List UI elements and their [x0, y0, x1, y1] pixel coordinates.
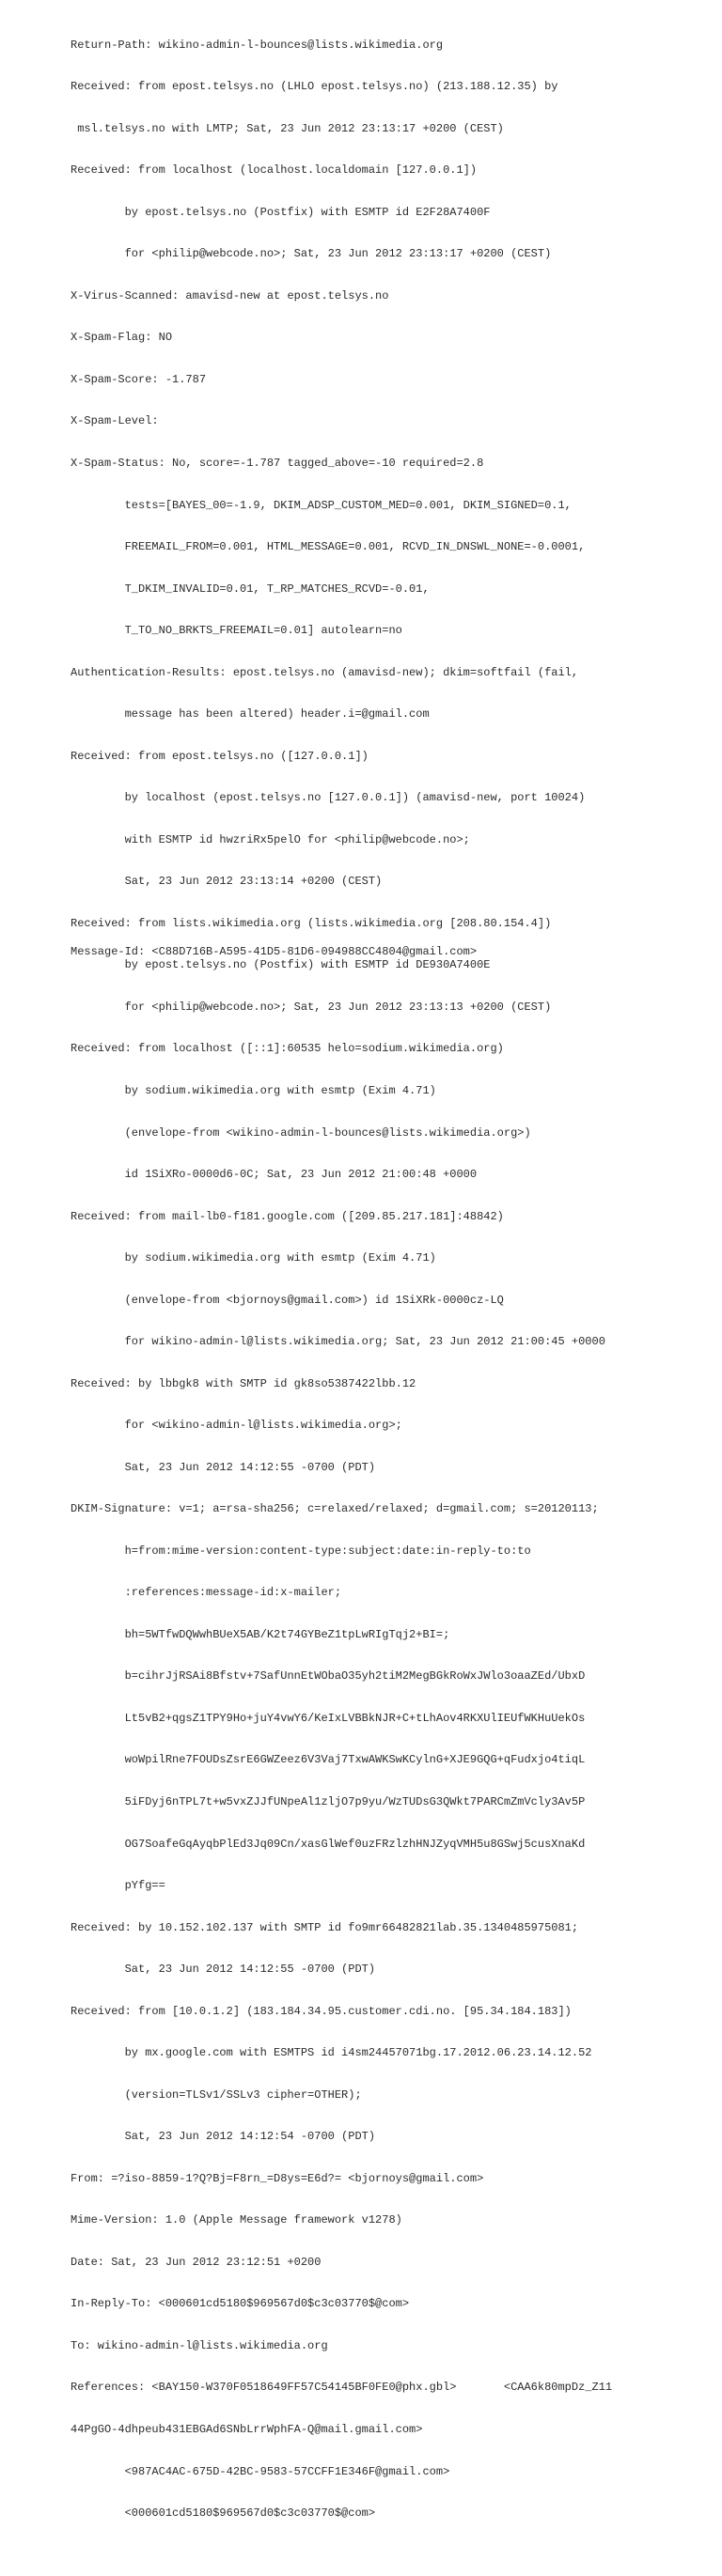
header-line: tests=[BAYES_00=-1.9, DKIM_ADSP_CUSTOM_MED=0.001, DKIM_SIGNED=0.1,	[71, 498, 572, 512]
header-line: for wikino-admin-l@lists.wikimedia.org; Sat, 23 Jun 2012 21:00:45 +0000	[71, 1335, 605, 1349]
header-line: for <philip@webcode.no>; Sat, 23 Jun 2012 23:13:17 +0200 (CEST)	[71, 247, 552, 261]
header-line: message has been altered) header.i=@gmail.com	[71, 707, 430, 722]
header-line: Received: from localhost ([::1]:60535 helo=sodium.wikimedia.org)	[71, 1042, 504, 1056]
header-line: OG7SoafeGqAyqbPlEd3Jq09Cn/xasGlWef0uzFRzlzhHNJZyqVMH5u8GSwj5cusXnaKd	[71, 1837, 586, 1851]
header-line: by localhost (epost.telsys.no [127.0.0.1]) (amavisd-new, port 10024)	[71, 791, 586, 805]
header-line: Received: from mail-lb0-f181.google.com ([209.85.217.181]:48842)	[71, 1209, 504, 1223]
message-id-line: Message-Id: <C88D716B-A595-41D5-81D6-094988CC4804@gmail.com>	[71, 945, 478, 958]
header-line: Sat, 23 Jun 2012 14:12:55 -0700 (PDT)	[71, 1963, 376, 1977]
header-line: To: wikino-admin-l@lists.wikimedia.org	[71, 2338, 328, 2352]
header-line: T_TO_NO_BRKTS_FREEMAIL=0.01] autolearn=no	[71, 624, 402, 638]
header-line: X-Spam-Flag: NO	[71, 331, 173, 345]
email-headers	[71, 10, 710, 2576]
header-line: X-Spam-Score: -1.787	[71, 372, 207, 386]
header-line: for <wikino-admin-l@lists.wikimedia.org>;	[71, 1419, 402, 1433]
header-line: Authentication-Results: epost.telsys.no (amavisd-new); dkim=softfail (fail,	[71, 665, 579, 679]
header-line: Received: from epost.telsys.no ([127.0.0.1])	[71, 749, 369, 763]
header-line: DKIM-Signature: v=1; a=rsa-sha256; c=relaxed/relaxed; d=gmail.com; s=20120113;	[71, 1502, 599, 1516]
header-line: by sodium.wikimedia.org with esmtp (Exim 4.71)	[71, 1083, 436, 1097]
header-line: X-Spam-Level:	[71, 414, 159, 428]
header-line: From: =?iso-8859-1?Q?Bj=F8rn_=D8ys=E6d?= <bjornoys@gmail.com>	[71, 2171, 484, 2185]
header-line: X-Virus-Scanned: amavisd-new at epost.telsys.no	[71, 288, 389, 303]
header-line: 44PgGO-4dhpeub431EBGAd6SNbLrrWphFA-Q@mail.gmail.com>	[71, 2422, 423, 2436]
header-line: FREEMAIL_FROM=0.001, HTML_MESSAGE=0.001, RCVD_IN_DNSWL_NONE=-0.0001,	[71, 540, 586, 554]
header-line: h=from:mime-version:content-type:subject:date:in-reply-to:to	[71, 1544, 531, 1558]
header-line: bh=5WTfwDQWwhBUeX5AB/K2t74GYBeZ1tpLwRIgTqj2+BI=;	[71, 1627, 450, 1641]
header-line: by epost.telsys.no (Postfix) with ESMTP id E2F28A7400F	[71, 205, 491, 219]
header-line: Received: from localhost (localhost.localdomain [127.0.0.1])	[71, 163, 478, 178]
header-line: by epost.telsys.no (Postfix) with ESMTP id DE930A7400E	[71, 958, 491, 972]
header-line: Sat, 23 Jun 2012 23:13:14 +0200 (CEST)	[71, 875, 383, 889]
header-line: Received: by 10.152.102.137 with SMTP id fo9mr66482821lab.35.1340485975081;	[71, 1920, 579, 1934]
header-line: Received: from lists.wikimedia.org (lists.wikimedia.org [208.80.154.4])	[71, 916, 552, 930]
header-line: by mx.google.com with ESMTPS id i4sm24457071bg.17.2012.06.23.14.12.52	[71, 2046, 592, 2060]
header-line: Sat, 23 Jun 2012 14:12:54 -0700 (PDT)	[71, 2130, 376, 2144]
header-line: References: <BAY150-W370F0518649FF57C54145BF0FE0@phx.gbl> <CAA6k80mpDz_Z11	[71, 2381, 613, 2395]
header-line: <000601cd5180$969567d0$c3c03770$@com>	[71, 2506, 376, 2521]
header-line: Mime-Version: 1.0 (Apple Message framework v1278)	[71, 2213, 402, 2227]
header-line: Return-Path: wikino-admin-l-bounces@lists.wikimedia.org	[71, 38, 444, 52]
header-line: 5iFDyj6nTPL7t+w5vxZJJfUNpeAl1zljO7p9yu/WzTUDsG3QWkt7PARCmZmVcly3Av5P	[71, 1795, 586, 1808]
header-line: Received: by lbbgk8 with SMTP id gk8so5387422lbb.12	[71, 1376, 416, 1390]
header-line: Received: from epost.telsys.no (LHLO epost.telsys.no) (213.188.12.35) by	[71, 80, 558, 94]
header-line: (version=TLSv1/SSLv3 cipher=OTHER);	[71, 2087, 362, 2102]
header-line: Date: Sat, 23 Jun 2012 23:12:51 +0200	[71, 2255, 322, 2269]
header-line: X-Spam-Status: No, score=-1.787 tagged_above=-10 required=2.8	[71, 457, 484, 470]
header-line: b=cihrJjRSAi8Bfstv+7SafUnnEtWObaO35yh2tiM2MegBGkRoWxJWlo3oaaZEd/UbxD	[71, 1669, 586, 1684]
header-line: pYfg==	[71, 1879, 165, 1893]
header-line: (envelope-from <bjornoys@gmail.com>) id 1SiXRk-0000cz-LQ	[71, 1293, 504, 1307]
header-line: msl.telsys.no with LMTP; Sat, 23 Jun 2012 23:13:17 +0200 (CEST)	[71, 121, 504, 135]
header-line: for <philip@webcode.no>; Sat, 23 Jun 2012 23:13:13 +0200 (CEST)	[71, 1000, 552, 1014]
header-line: T_DKIM_INVALID=0.01, T_RP_MATCHES_RCVD=-0.01,	[71, 582, 430, 596]
header-line: :references:message-id:x-mailer;	[71, 1586, 342, 1600]
header-line: by sodium.wikimedia.org with esmtp (Exim 4.71)	[71, 1251, 436, 1265]
header-line: <987AC4AC-675D-42BC-9583-57CCFF1E346F@gmail.com>	[71, 2464, 450, 2478]
header-line: (envelope-from <wikino-admin-l-bounces@lists.wikimedia.org>)	[71, 1125, 531, 1140]
header-line: woWpilRne7FOUDsZsrE6GWZeez6V3Vaj7TxwAWKSwKCylnG+XJE9GQG+qFudxjo4tiqL	[71, 1753, 586, 1767]
header-line: id 1SiXRo-0000d6-0C; Sat, 23 Jun 2012 21:00:48 +0000	[71, 1168, 478, 1182]
header-line: Lt5vB2+qgsZ1TPY9Ho+juY4vwY6/KeIxLVBBkNJR+C+tLhAov4RKXUlIEUfWKHuUekOs	[71, 1711, 586, 1725]
header-line: with ESMTP id hwzriRx5pelO for <philip@webcode.no>;	[71, 832, 470, 846]
header-line: Received: from [10.0.1.2] (183.184.34.95.customer.cdi.no. [95.34.184.183])	[71, 2004, 572, 2018]
header-line: In-Reply-To: <000601cd5180$969567d0$c3c03770$@com>	[71, 2297, 410, 2311]
header-line: Sat, 23 Jun 2012 14:12:55 -0700 (PDT)	[71, 1460, 376, 1474]
header-line	[71, 2549, 710, 2563]
